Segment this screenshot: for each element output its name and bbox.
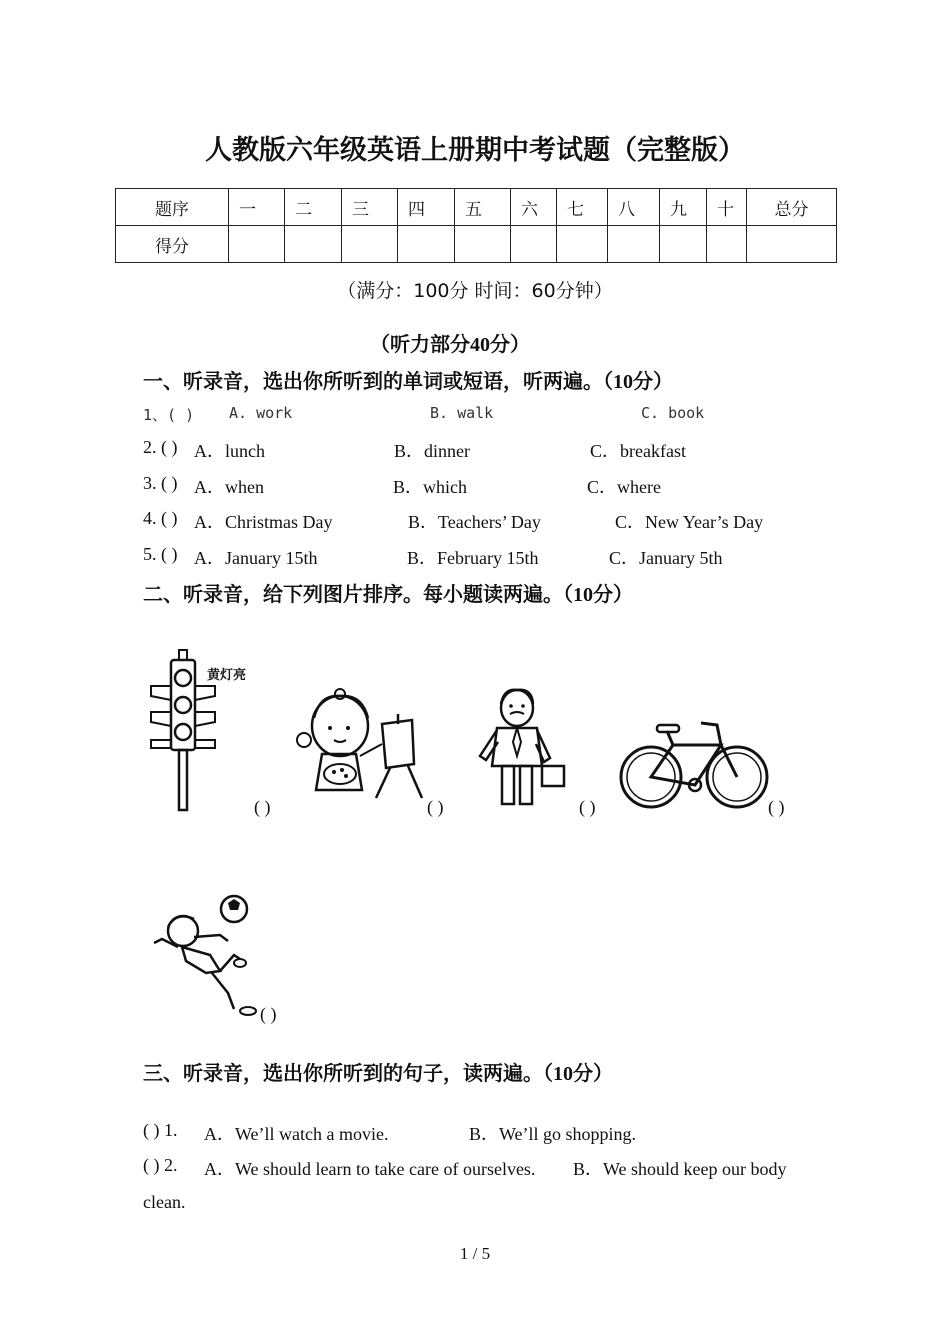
- option-a: A．lunch: [194, 441, 265, 461]
- option-a: A．We should learn to take care of ourselves.: [204, 1159, 536, 1179]
- table-cell: 七: [557, 189, 608, 226]
- score-cell[interactable]: [455, 226, 511, 263]
- listening-header: （听力部分40分）: [370, 334, 530, 356]
- table-cell: 六: [511, 189, 557, 226]
- answer-paren[interactable]: ( ): [768, 797, 785, 817]
- question-number: 5. ( ): [143, 544, 178, 564]
- answer-paren[interactable]: ( ): [427, 797, 444, 817]
- table-cell: 四: [398, 189, 455, 226]
- table-cell: 一: [229, 189, 285, 226]
- option-b: B．We’ll go shopping.: [469, 1124, 637, 1144]
- score-cell[interactable]: [285, 226, 342, 263]
- question-number: ( ) 1.: [143, 1120, 178, 1140]
- bicycle-icon: [617, 715, 772, 810]
- table-cell: 十: [707, 189, 747, 226]
- score-table-header-row: [116, 189, 837, 226]
- option-a: A．Christmas Day: [194, 512, 333, 532]
- option-b: B．which: [393, 477, 467, 497]
- score-cell[interactable]: [660, 226, 707, 263]
- score-cell[interactable]: [511, 226, 557, 263]
- table-cell: 总分: [747, 189, 837, 226]
- score-table: [115, 188, 837, 263]
- option-b: B．dinner: [394, 441, 470, 461]
- question-number: 1、( ): [143, 406, 195, 424]
- score-cell[interactable]: [608, 226, 660, 263]
- score-cell[interactable]: [342, 226, 398, 263]
- table-cell: 八: [608, 189, 660, 226]
- section3-heading: 三、听录音，选出你所听到的句子，读两遍。（10分）: [143, 1063, 613, 1085]
- option-b: B．We should keep our body: [573, 1159, 787, 1179]
- option-b-continued: clean.: [143, 1192, 186, 1212]
- answer-paren[interactable]: ( ): [260, 1004, 277, 1024]
- answer-paren[interactable]: ( ): [254, 797, 271, 817]
- option-a: A．We’ll watch a movie.: [204, 1124, 389, 1144]
- section1-heading: 一、听录音，选出你所听到的单词或短语，听两遍。（10分）: [143, 371, 673, 393]
- page-title: 人教版六年级英语上册期中考试题（完整版）: [205, 135, 745, 166]
- businessman-icon: [472, 686, 572, 808]
- section2-heading: 二、听录音，给下列图片排序。每小题读两遍。（10分）: [143, 584, 633, 606]
- score-cell[interactable]: [707, 226, 747, 263]
- question-number: 3. ( ): [143, 473, 178, 493]
- option-c: C．breakfast: [590, 441, 686, 461]
- table-cell: 九: [660, 189, 707, 226]
- score-table-score-row: [116, 226, 837, 263]
- traffic-light-label: 黄灯亮: [207, 668, 247, 683]
- table-cell: 得分: [116, 226, 229, 263]
- table-cell: 五: [455, 189, 511, 226]
- option-c: C. book: [641, 404, 705, 422]
- table-cell: 二: [285, 189, 342, 226]
- girl-painting-icon: [290, 688, 430, 803]
- answer-paren[interactable]: ( ): [579, 797, 596, 817]
- option-c: C．where: [587, 477, 661, 497]
- table-cell: 题序: [116, 189, 229, 226]
- boy-football-icon: [148, 893, 260, 1019]
- option-a: A. work: [229, 404, 293, 422]
- score-cell[interactable]: [398, 226, 455, 263]
- option-b: B．Teachers’ Day: [408, 512, 541, 532]
- score-cell[interactable]: [747, 226, 837, 263]
- exam-meta: （满分：100分 时间：60分钟）: [337, 280, 613, 302]
- table-cell: 三: [342, 189, 398, 226]
- option-b: B．February 15th: [407, 548, 539, 568]
- question-number: 4. ( ): [143, 508, 178, 528]
- question-number: 2. ( ): [143, 437, 178, 457]
- option-a: A．January 15th: [194, 548, 318, 568]
- page-number: 1 / 5: [459, 1244, 491, 1263]
- score-cell[interactable]: [229, 226, 285, 263]
- option-b: B. walk: [430, 404, 494, 422]
- option-c: C．New Year’s Day: [615, 512, 764, 532]
- question-number: ( ) 2.: [143, 1155, 178, 1175]
- option-c: C．January 5th: [609, 548, 723, 568]
- score-cell[interactable]: [557, 226, 608, 263]
- option-a: A．when: [194, 477, 264, 497]
